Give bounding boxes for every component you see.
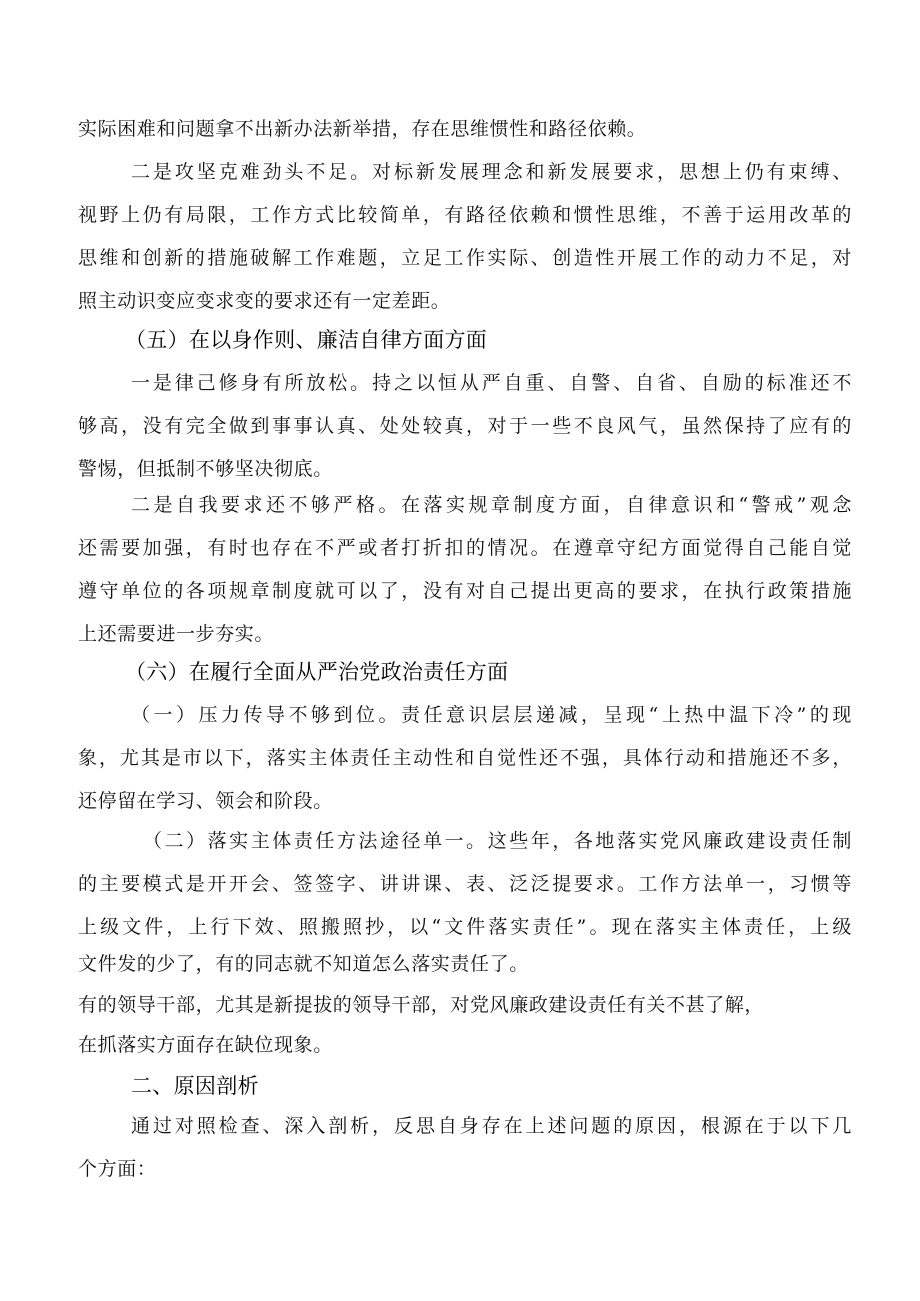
paragraph-line: 通过对照检查、深入剖析，反思自身存在上述问题的原因，根源在于以下几 [131,1115,852,1137]
paragraph-line: 实际困难和问题拿不出新办法新举措，存在思维惯性和路径依赖。 [78,118,647,140]
paragraph-line: 一是律己修身有所放松。持之以恒从严自重、自警、自省、自励的标准还不 [131,372,852,394]
paragraph-line: 的主要模式是开开会、签签字、讲讲课、表、泛泛提要求。工作方法单一，习惯等 [78,873,852,895]
paragraph-line: 二是自我要求还不够严格。在落实规章制度方面，自律意识和“警戒”观念 [131,494,852,516]
paragraph-line: 照主动识变应变求变的要求还有一定差距。 [78,290,451,312]
paragraph-line: 二是攻坚克难劲头不足。对标新发展理念和新发展要求，思想上仍有束缚、 [131,161,852,183]
paragraph-line: （二）落实主体责任方法途径单一。这些年，各地落实党风廉政建设责任制 [143,830,852,852]
paragraph-line: 个方面： [78,1158,157,1180]
paragraph-line: 上还需要进一步夯实。 [78,623,275,645]
paragraph-line: 在抓落实方面存在缺位现象。 [78,1034,333,1056]
section-heading-5: （五）在以身作则、廉洁自律方面方面 [125,328,488,352]
paragraph-line: 有的领导干部，尤其是新提拔的领导干部，对党风廉政建设责任有关不甚了解， [78,994,765,1016]
paragraph-line: 思维和创新的措施破解工作难题，立足工作实际、创造性开展工作的动力不足，对 [78,247,852,269]
paragraph-line: 文件发的少了，有的同志就不知道怎么落实责任了。 [78,953,529,975]
paragraph-line: 上级文件，上行下效、照搬照抄，以“文件落实责任”。现在落实主体责任，上级 [78,916,852,938]
paragraph-line: 还停留在学习、领会和阶段。 [78,790,333,812]
paragraph-line: 还需要加强，有时也存在不严或者打折扣的情况。在遵章守纪方面觉得自己能自觉 [78,537,852,559]
paragraph-line: （一）压力传导不够到位。责任意识层层递减，呈现“上热中温下冷”的现 [131,704,852,726]
section-heading-6: （六）在履行全面从严治党政治责任方面 [125,660,509,684]
paragraph-line: 遵守单位的各项规章制度就可以了，没有对自己提出更高的要求，在执行政策措施 [78,580,852,602]
paragraph-line: 够高，没有完全做到事事认真、处处较真，对于一些不良风气，虽然保持了应有的 [78,415,852,437]
paragraph-line: 象，尤其是市以下，落实主体责任主动性和自觉性还不强，具体行动和措施还不多， [78,747,852,769]
section-heading-2: 二、原因剖析 [131,1074,259,1098]
paragraph-line: 警惕，但抵制不够坚决彻底。 [78,458,333,480]
paragraph-line: 视野上仍有局限，工作方式比较简单，有路径依赖和惯性思维，不善于运用改革的 [78,204,852,226]
